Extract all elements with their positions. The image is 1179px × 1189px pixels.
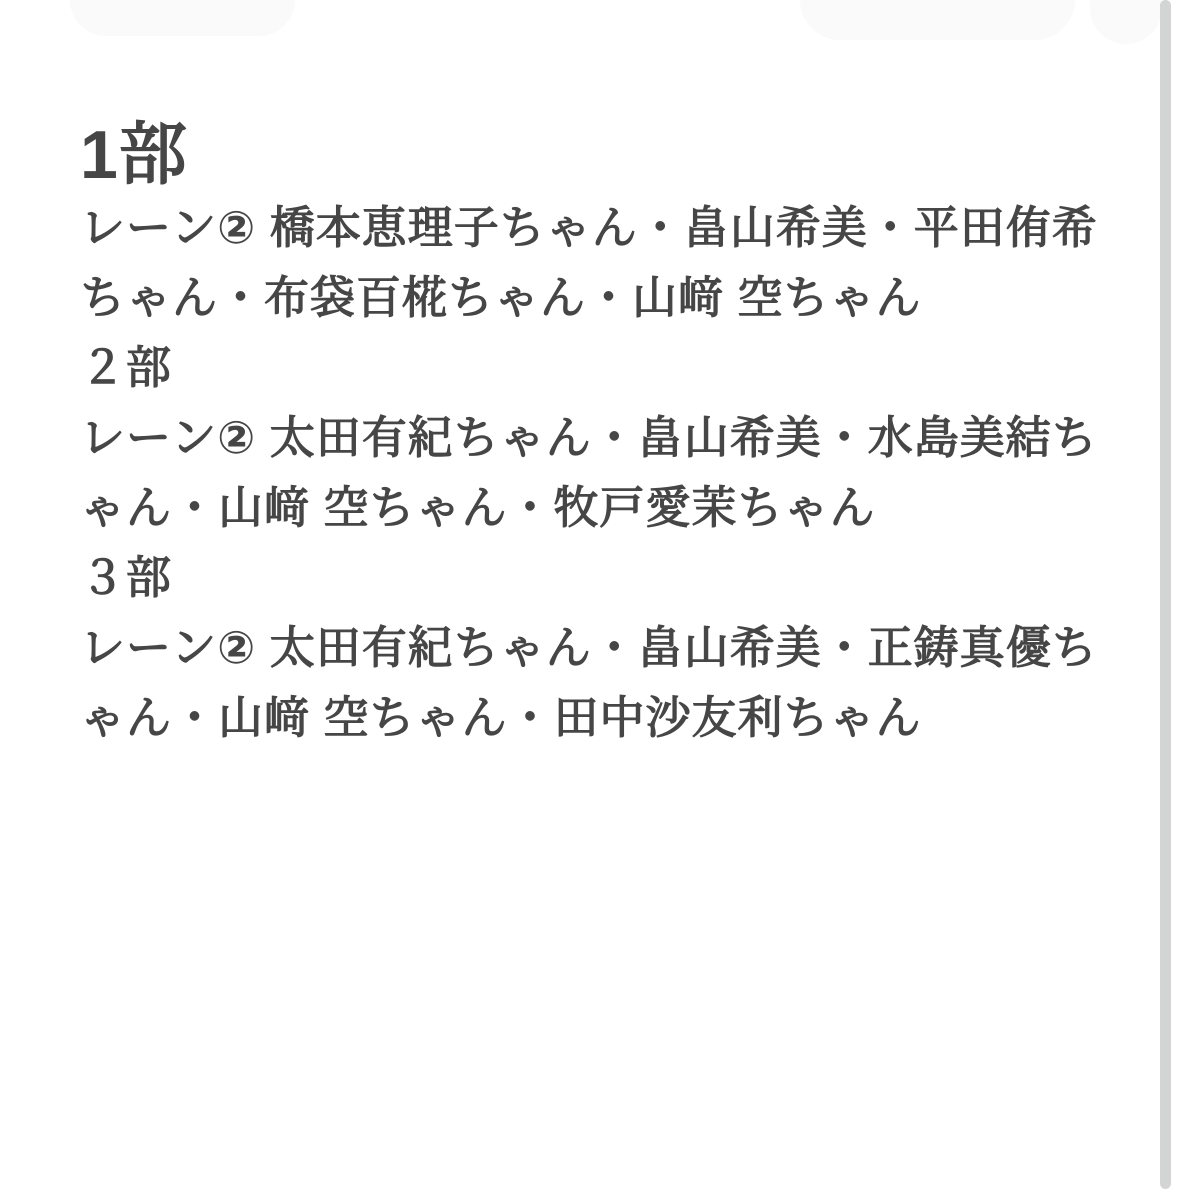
section-1-lane-list: レーン② 橋本恵理子ちゃん・畠山希美・平田侑希ちゃん・布袋百椛ちゃん・山﨑 空ちゃん [80,201,1098,323]
section-2-heading: ２部 [80,341,173,393]
section-3-lane-list: レーン② 太田有紀ちゃん・畠山希美・正鋳真優ちゃん・山﨑 空ちゃん・田中沙友利ちゃん [80,621,1098,743]
section-3-heading: ３部 [80,551,173,603]
section-1-heading: 1部 [80,117,188,193]
scrollbar[interactable] [1160,0,1171,1189]
section-2-lane-list: レーン② 太田有紀ちゃん・畠山希美・水島美結ちゃん・山﨑 空ちゃん・牧戸愛茉ちゃん [80,411,1098,533]
top-image-remnant [800,0,1075,40]
top-image-remnant [70,0,295,36]
